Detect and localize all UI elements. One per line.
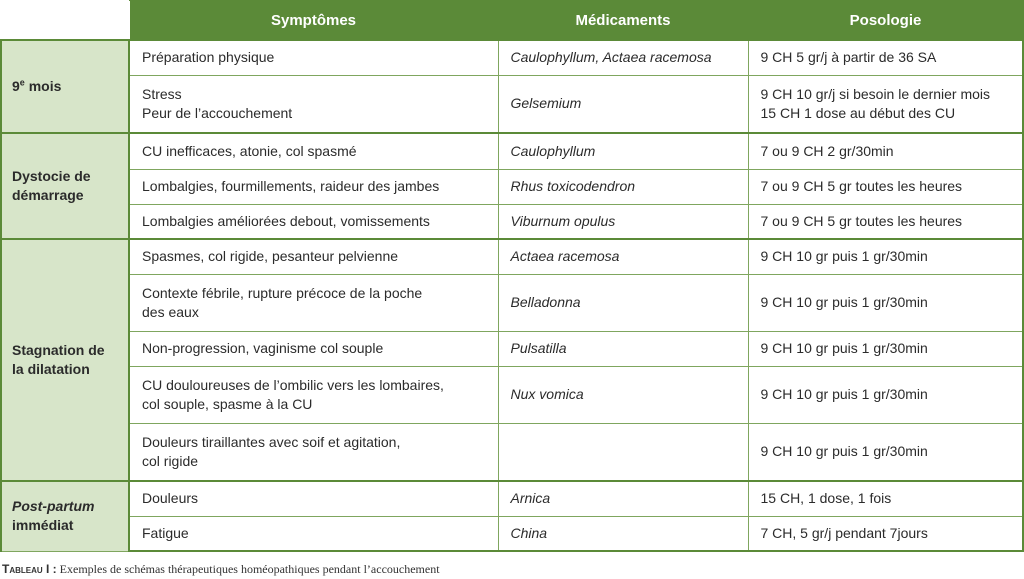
table-body xyxy=(1,40,1023,551)
group-label-main: Stagnation de la dilatation xyxy=(12,342,105,377)
header-dosage: Posologie xyxy=(748,1,1023,41)
dosage-cell xyxy=(748,481,1023,516)
symptom-cell xyxy=(129,40,498,75)
table-row xyxy=(1,481,1023,516)
dosage-text: 9 CH 10 gr puis 1 gr/30min xyxy=(760,340,928,356)
symptom-text: Lombalgies, fourmillements, raideur des jambes xyxy=(142,178,440,194)
dosage-cell xyxy=(748,204,1023,239)
dosage-text: 15 CH 1 dose au début des CU xyxy=(760,104,956,121)
dosage-text: 9 CH 10 gr puis 1 gr/30min xyxy=(760,443,928,460)
table-row xyxy=(1,423,1023,481)
symptom-text: Peur de l’accouchement xyxy=(142,104,293,121)
dosage-text: 7 ou 9 CH 5 gr toutes les heures xyxy=(760,178,963,194)
table-row xyxy=(1,204,1023,239)
symptom-text: Spasmes, col rigide, pesanteur pelvienne xyxy=(142,248,399,265)
medication-cell: Gelsemium xyxy=(498,75,748,133)
dosage-cell xyxy=(748,40,1023,75)
symptom-text: Douleurs tiraillantes avec soif et agitation, xyxy=(142,433,401,450)
symptom-cell xyxy=(129,481,498,516)
symptom-cell xyxy=(129,204,498,239)
group-label xyxy=(1,481,129,551)
table-row xyxy=(1,274,1023,331)
symptom-text: col rigide xyxy=(142,452,199,469)
medication-cell: Rhus toxicodendron xyxy=(498,169,748,204)
symptom-text: col souple, spasme à la CU xyxy=(142,395,313,412)
medication-cell: Caulophyllum xyxy=(498,133,748,169)
dosage-text: 7 ou 9 CH 2 gr/30min xyxy=(760,142,894,159)
symptom-text: CU douloureuses de l’ombilic vers les lombaires, xyxy=(142,376,444,393)
symptom-cell xyxy=(129,331,498,366)
dosage-cell xyxy=(748,239,1023,274)
medication-cell: Belladonna xyxy=(498,274,748,331)
header-row xyxy=(1,1,1023,41)
group-label xyxy=(1,133,129,239)
symptom-cell xyxy=(129,239,498,274)
table-row xyxy=(1,516,1023,551)
medication-cell: Actaea racemosa xyxy=(498,239,748,274)
group-label-rest: mois xyxy=(24,78,62,94)
symptom-text: des eaux xyxy=(142,303,199,320)
dosage-cell xyxy=(748,331,1023,366)
symptom-text: Stress xyxy=(142,85,182,102)
table-row xyxy=(1,239,1023,274)
table-row xyxy=(1,331,1023,366)
dosage-text: 9 CH 10 gr/j si besoin le dernier mois xyxy=(760,85,991,102)
dosage-cell xyxy=(748,366,1023,423)
medication-cell: Viburnum opulus xyxy=(498,204,748,239)
medication-cell: China xyxy=(498,516,748,551)
group-label xyxy=(1,40,129,133)
dosage-cell xyxy=(748,169,1023,204)
dosage-text: 9 CH 10 gr puis 1 gr/30min xyxy=(760,386,928,402)
table-row xyxy=(1,366,1023,423)
symptom-cell xyxy=(129,274,498,331)
table-row xyxy=(1,169,1023,204)
symptom-text: Lombalgies améliorées debout, vomissements xyxy=(142,212,430,229)
medication-cell: Arnica xyxy=(498,481,748,516)
symptom-text: CU inefficaces, atonie, col spasmé xyxy=(142,142,357,159)
table-row xyxy=(1,133,1023,169)
dosage-cell xyxy=(748,516,1023,551)
dosage-text: 15 CH, 1 dose, 1 fois xyxy=(760,490,892,507)
caption-label: Tableau I : xyxy=(2,562,57,576)
medication-cell: Caulophyllum, Actaea racemosa xyxy=(498,40,748,75)
symptom-cell xyxy=(129,75,498,133)
group-label-main: Post-partum xyxy=(12,498,95,515)
header-medications: Médicaments xyxy=(498,1,748,41)
symptom-cell xyxy=(129,169,498,204)
group-label-rest: immédiat xyxy=(12,517,74,534)
dosage-text: 9 CH 10 gr puis 1 gr/30min xyxy=(760,248,928,265)
medication-cell: Nux vomica xyxy=(498,366,748,423)
symptom-cell xyxy=(129,516,498,551)
medication-cell xyxy=(498,423,748,481)
group-label xyxy=(1,239,129,481)
header-symptoms: Symptômes xyxy=(129,1,498,41)
symptom-cell xyxy=(129,133,498,169)
dosage-cell xyxy=(748,75,1023,133)
caption-text: Exemples de schémas thérapeutiques homéopathiques pendant l’accouchement xyxy=(56,562,440,576)
dosage-text: 7 ou 9 CH 5 gr toutes les heures xyxy=(760,212,963,229)
dosage-text: 9 CH 5 gr/j à partir de 36 SA xyxy=(760,49,937,66)
table-caption xyxy=(2,562,440,577)
header-corner xyxy=(1,1,129,41)
group-label-main: Dystocie de démarrage xyxy=(12,168,91,203)
dosage-text: 7 CH, 5 gr/j pendant 7jours xyxy=(760,524,928,541)
dosage-cell xyxy=(748,133,1023,169)
medication-cell: Pulsatilla xyxy=(498,331,748,366)
table-row xyxy=(1,75,1023,133)
group-label-main: 9 xyxy=(12,78,20,94)
symptom-text: Douleurs xyxy=(142,490,199,507)
table-row xyxy=(1,40,1023,75)
symptom-text: Fatigue xyxy=(142,524,189,541)
symptom-text: Non-progression, vaginisme col souple xyxy=(142,340,384,356)
dosage-cell xyxy=(748,423,1023,481)
dosage-text: 9 CH 10 gr puis 1 gr/30min xyxy=(760,294,928,310)
symptom-cell xyxy=(129,366,498,423)
symptom-text: Contexte fébrile, rupture précoce de la poche xyxy=(142,284,423,301)
symptom-cell xyxy=(129,423,498,481)
symptom-text: Préparation physique xyxy=(142,49,275,66)
dosage-cell xyxy=(748,274,1023,331)
group-label-superscript: e xyxy=(19,77,25,88)
